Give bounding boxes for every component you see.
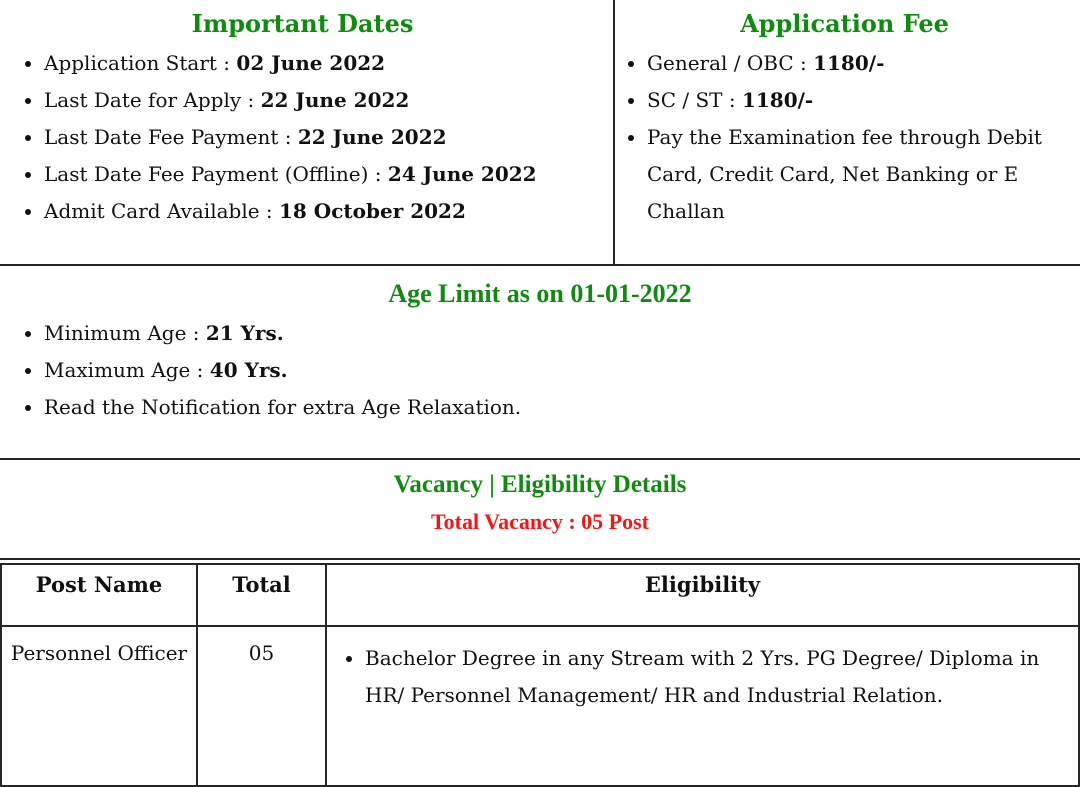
age-limit-section [0, 266, 1080, 460]
top-section [0, 0, 1080, 266]
list-item [44, 193, 605, 230]
date-label: Application Start : [44, 50, 237, 75]
fee-label: SC / ST : [647, 87, 742, 112]
column-header-post-name: Post Name [1, 564, 197, 626]
fee-label: General / OBC : [647, 50, 814, 75]
age-label: Maximum Age : [44, 358, 210, 383]
vacancy-title: Vacancy | Eligibility Details [393, 471, 687, 498]
list-item: • Bachelor Degree in any Stream with 2 Yrs. PG Degree/ Diploma in HR/ Personnel Management/ HR and Industrial Relation. [365, 640, 1068, 714]
total-cell: 05 [197, 626, 326, 786]
important-dates-title: Important Dates [191, 9, 414, 38]
list-item [44, 119, 605, 156]
date-value: 02 June 2022 [236, 50, 386, 75]
eligibility-list [331, 640, 1074, 714]
date-value: 22 June 2022 [297, 124, 447, 149]
list-item [647, 119, 1070, 230]
list-item [44, 389, 1080, 426]
date-value: 18 October 2022 [279, 198, 466, 223]
list-item [44, 82, 605, 119]
date-label: Last Date for Apply : [44, 87, 261, 112]
application-fee-section [615, 0, 1080, 264]
fee-value: 1180/- [741, 87, 814, 112]
vacancy-section [0, 470, 1080, 558]
date-value: 22 June 2022 [260, 87, 410, 112]
important-dates-section [0, 0, 615, 264]
age-label: Minimum Age : [44, 321, 206, 346]
fee-note: Pay the Examination fee through Debit Card, Credit Card, Net Banking or E Challan [647, 124, 1042, 223]
date-label: Admit Card Available : [44, 198, 280, 223]
application-fee-title: Application Fee [740, 9, 949, 38]
list-item [44, 315, 1080, 352]
post-name-cell: Personnel Officer [1, 626, 197, 786]
date-value: 24 June 2022 [387, 161, 537, 186]
total-vacancy-subtitle: Total Vacancy : 05 Post [431, 509, 649, 534]
list-item [44, 352, 1080, 389]
eligibility-table [0, 563, 1080, 787]
age-limit-title: Age Limit as on 01-01-2022 [388, 279, 692, 308]
age-value: 21 Yrs. [205, 321, 284, 346]
application-fee-list [615, 45, 1074, 230]
date-label: Last Date Fee Payment : [44, 124, 298, 149]
age-limit-list [0, 315, 1080, 426]
list-item [647, 82, 1070, 119]
column-header-eligibility: Eligibility [326, 564, 1079, 626]
date-label: Last Date Fee Payment (Offline) : [44, 161, 388, 186]
table-row [1, 626, 1079, 786]
age-value: 40 Yrs. [209, 358, 288, 383]
list-item [44, 156, 605, 193]
eligibility-cell [326, 626, 1079, 786]
fee-value: 1180/- [813, 50, 885, 75]
age-note: Read the Notification for extra Age Relaxation. [44, 395, 522, 420]
list-item [44, 45, 605, 82]
important-dates-list [0, 45, 605, 230]
table-header-row [1, 564, 1079, 626]
list-item [647, 45, 1070, 82]
column-header-total: Total [197, 564, 326, 626]
